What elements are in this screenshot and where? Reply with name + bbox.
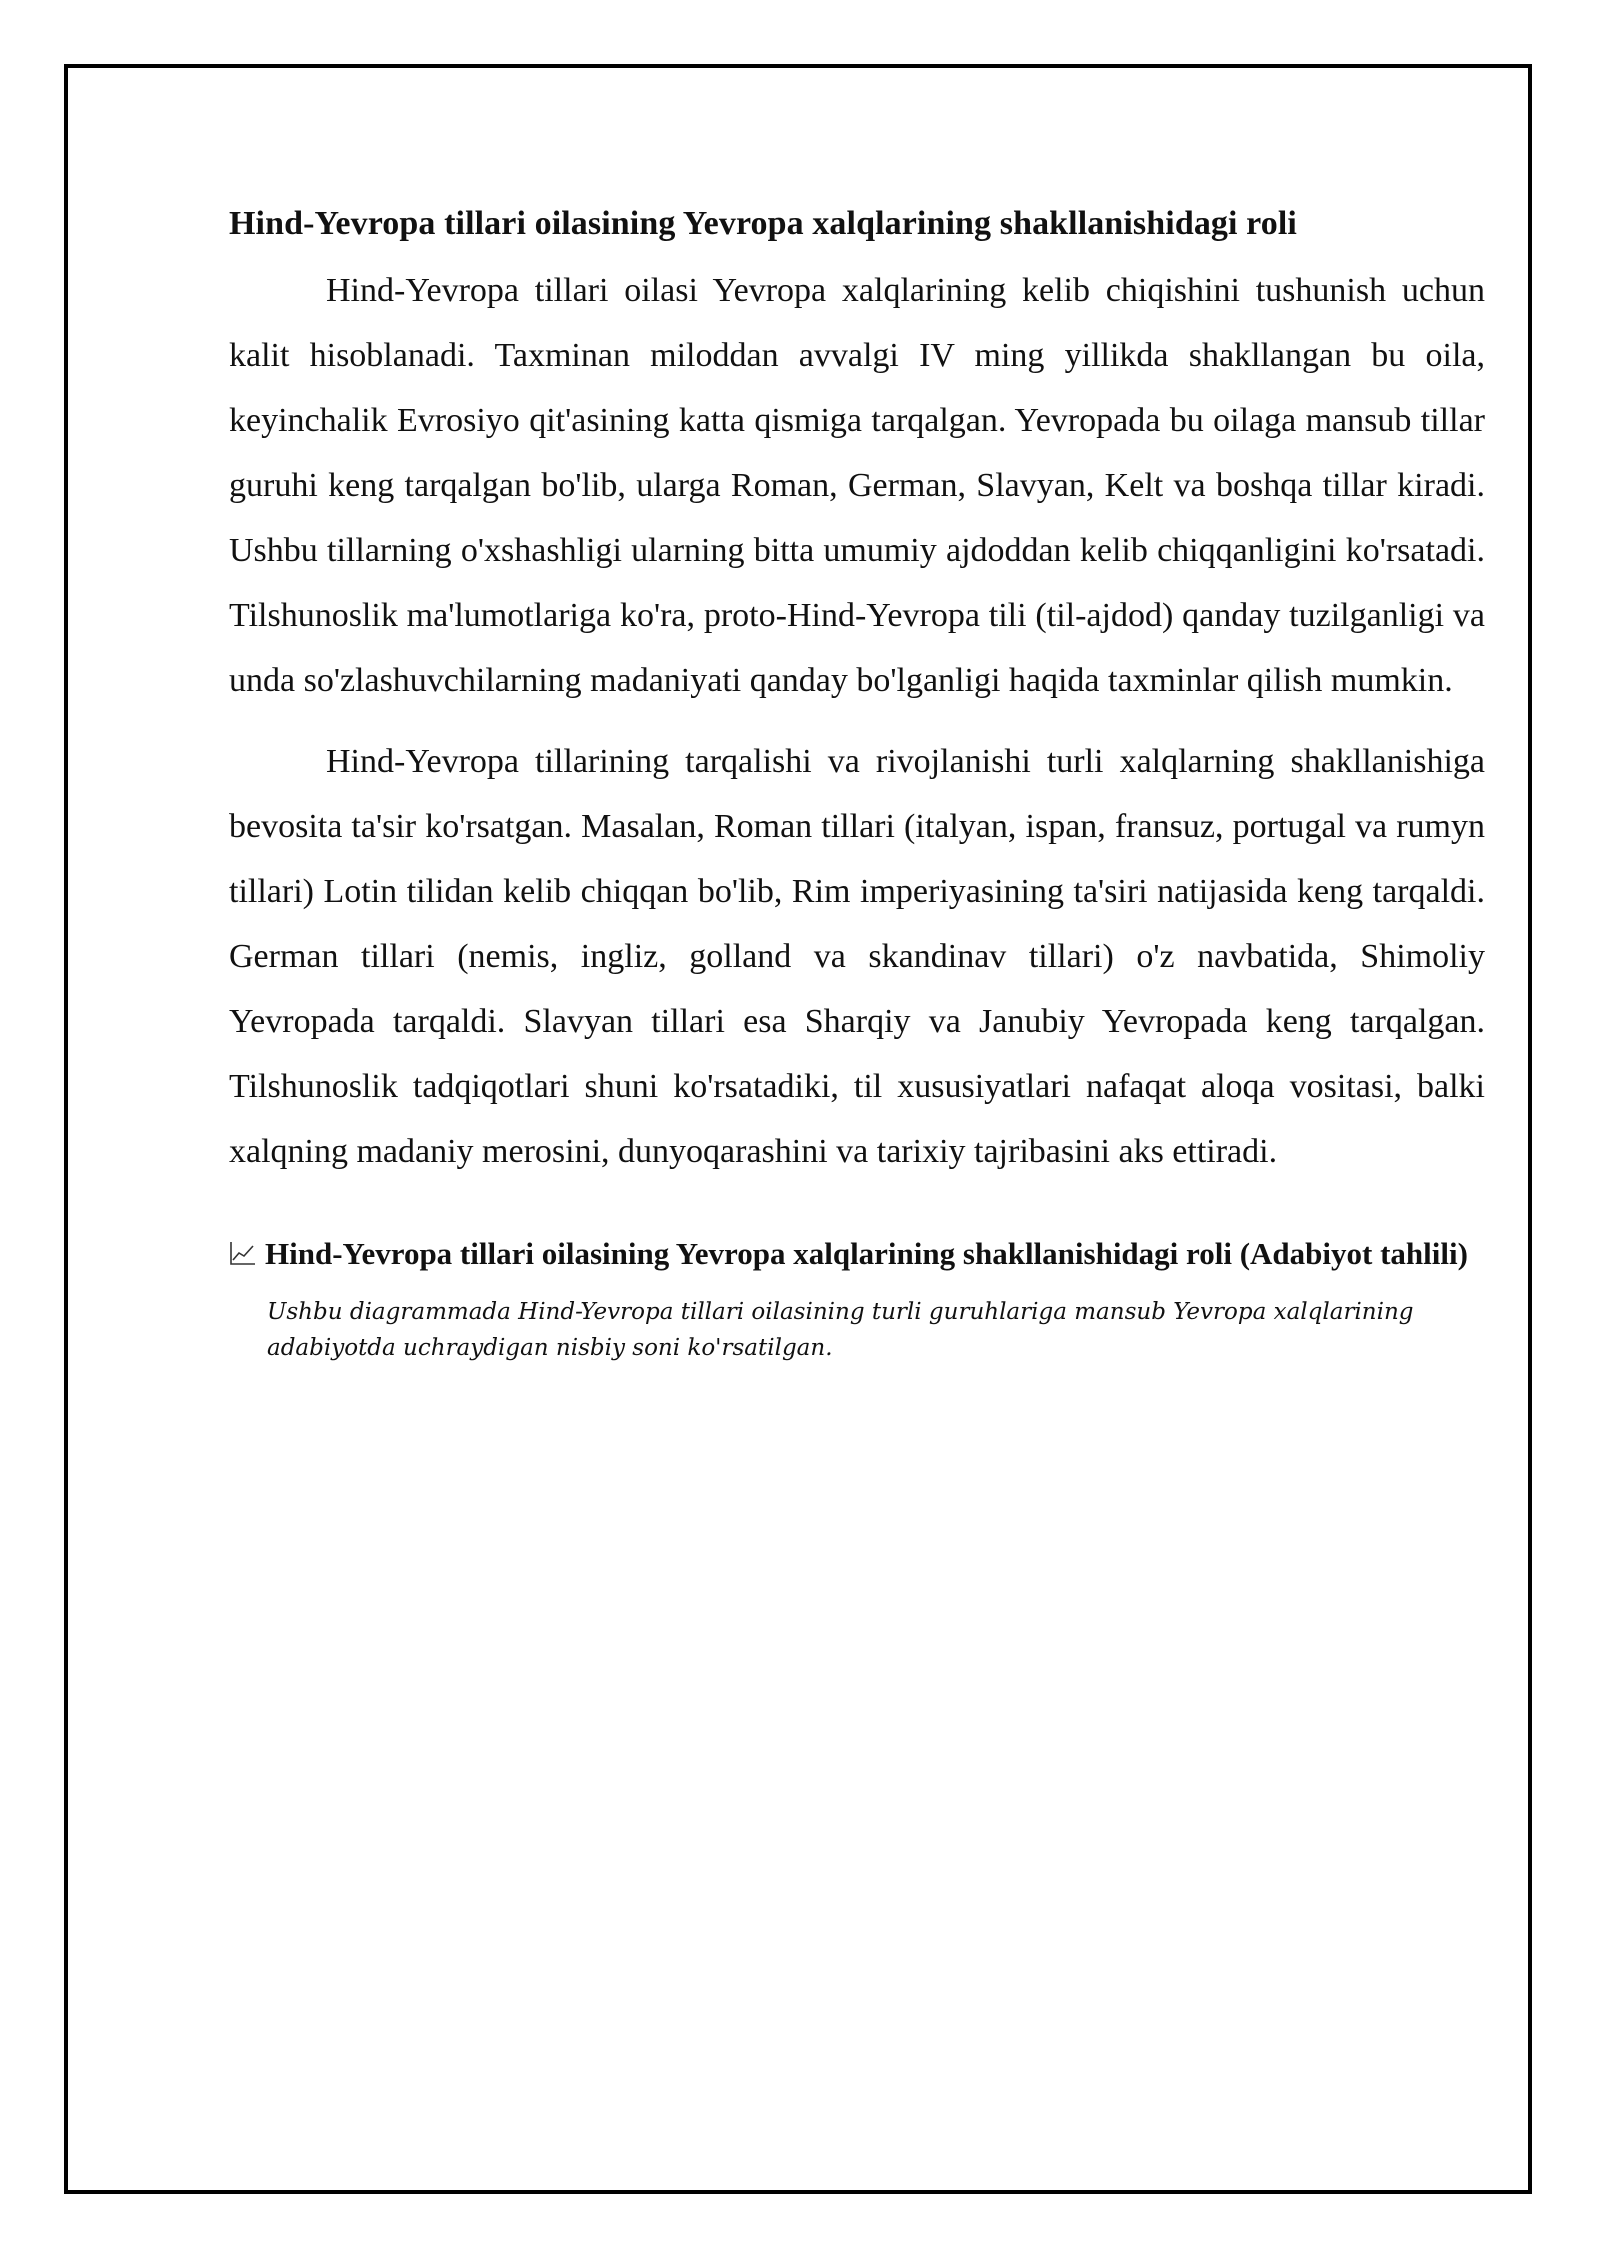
paragraph-1: Hind-Yevropa tillari oilasi Yevropa xalqlarining kelib chiqishini tushunish uchun kalit hisoblanadi. Taxminan miloddan avvalgi IV ming yillikda shakllangan bu oila, keyinchalik Evrosiyo qit'asining katta qismiga tarqalgan. Yevropada bu oilaga mansub tillar guruhi keng tarqalgan bo'lib, ularga Roman, German, Slavyan, Kelt va boshqa tillar kiradi. Ushbu tillarning o'xshashligi ularning bitta umumiy ajdoddan kelib chiqqanligini ko'rsatadi. Tilshunoslik ma'lumotlariga ko'ra, proto-Hind-Yevropa tili (til-ajdod) qanday tuzilganligi va unda so'zlashuvchilarning madaniyati qanday bo'lganligi haqida taxminlar qilish mumkin. xyxy=(229,272,1485,699)
document-title: Hind-Yevropa tillari oilasining Yevropa xalqlarining shakllanishidagi roli xyxy=(229,205,1297,242)
figure-heading xyxy=(229,1232,1485,1276)
chart-line-icon xyxy=(229,1234,257,1260)
paragraph-2: Hind-Yevropa tillarining tarqalishi va rivojlanishi turli xalqlarning shakllanishiga bevosita ta'sir ko'rsatgan. Masalan, Roman tillari (italyan, ispan, fransuz, portugal va rumyn tillari) Lotin tilidan kelib chiqqan bo'lib, Rim imperiyasining ta'siri natijasida keng tarqaldi. German tillari (nemis, ingliz, golland va skandinav tillari) o'z navbatida, Shimoliy Yevropada tarqaldi. Slavyan tillari esa Sharqiy va Janubiy Yevropada keng tarqalgan. Tilshunoslik tadqiqotlari shuni ko'rsatadiki, til xususiyatlari nafaqat aloqa vositasi, balki xalqning madaniy merosini, dunyoqarashini va tarixiy tajribasini aks ettiradi. xyxy=(229,743,1485,1170)
document-body xyxy=(229,196,1485,1366)
figure-caption: Ushbu diagrammada Hind-Yevropa tillari oilasining turli guruhlariga mansub Yevropa xalqlarining adabiyotda uchraydigan nisbiy soni ko'rsatilgan. xyxy=(267,1299,1414,1361)
figure-title: Hind-Yevropa tillari oilasining Yevropa xalqlarining shakllanishidagi roli (Adabiyot tahlili) xyxy=(265,1236,1468,1271)
